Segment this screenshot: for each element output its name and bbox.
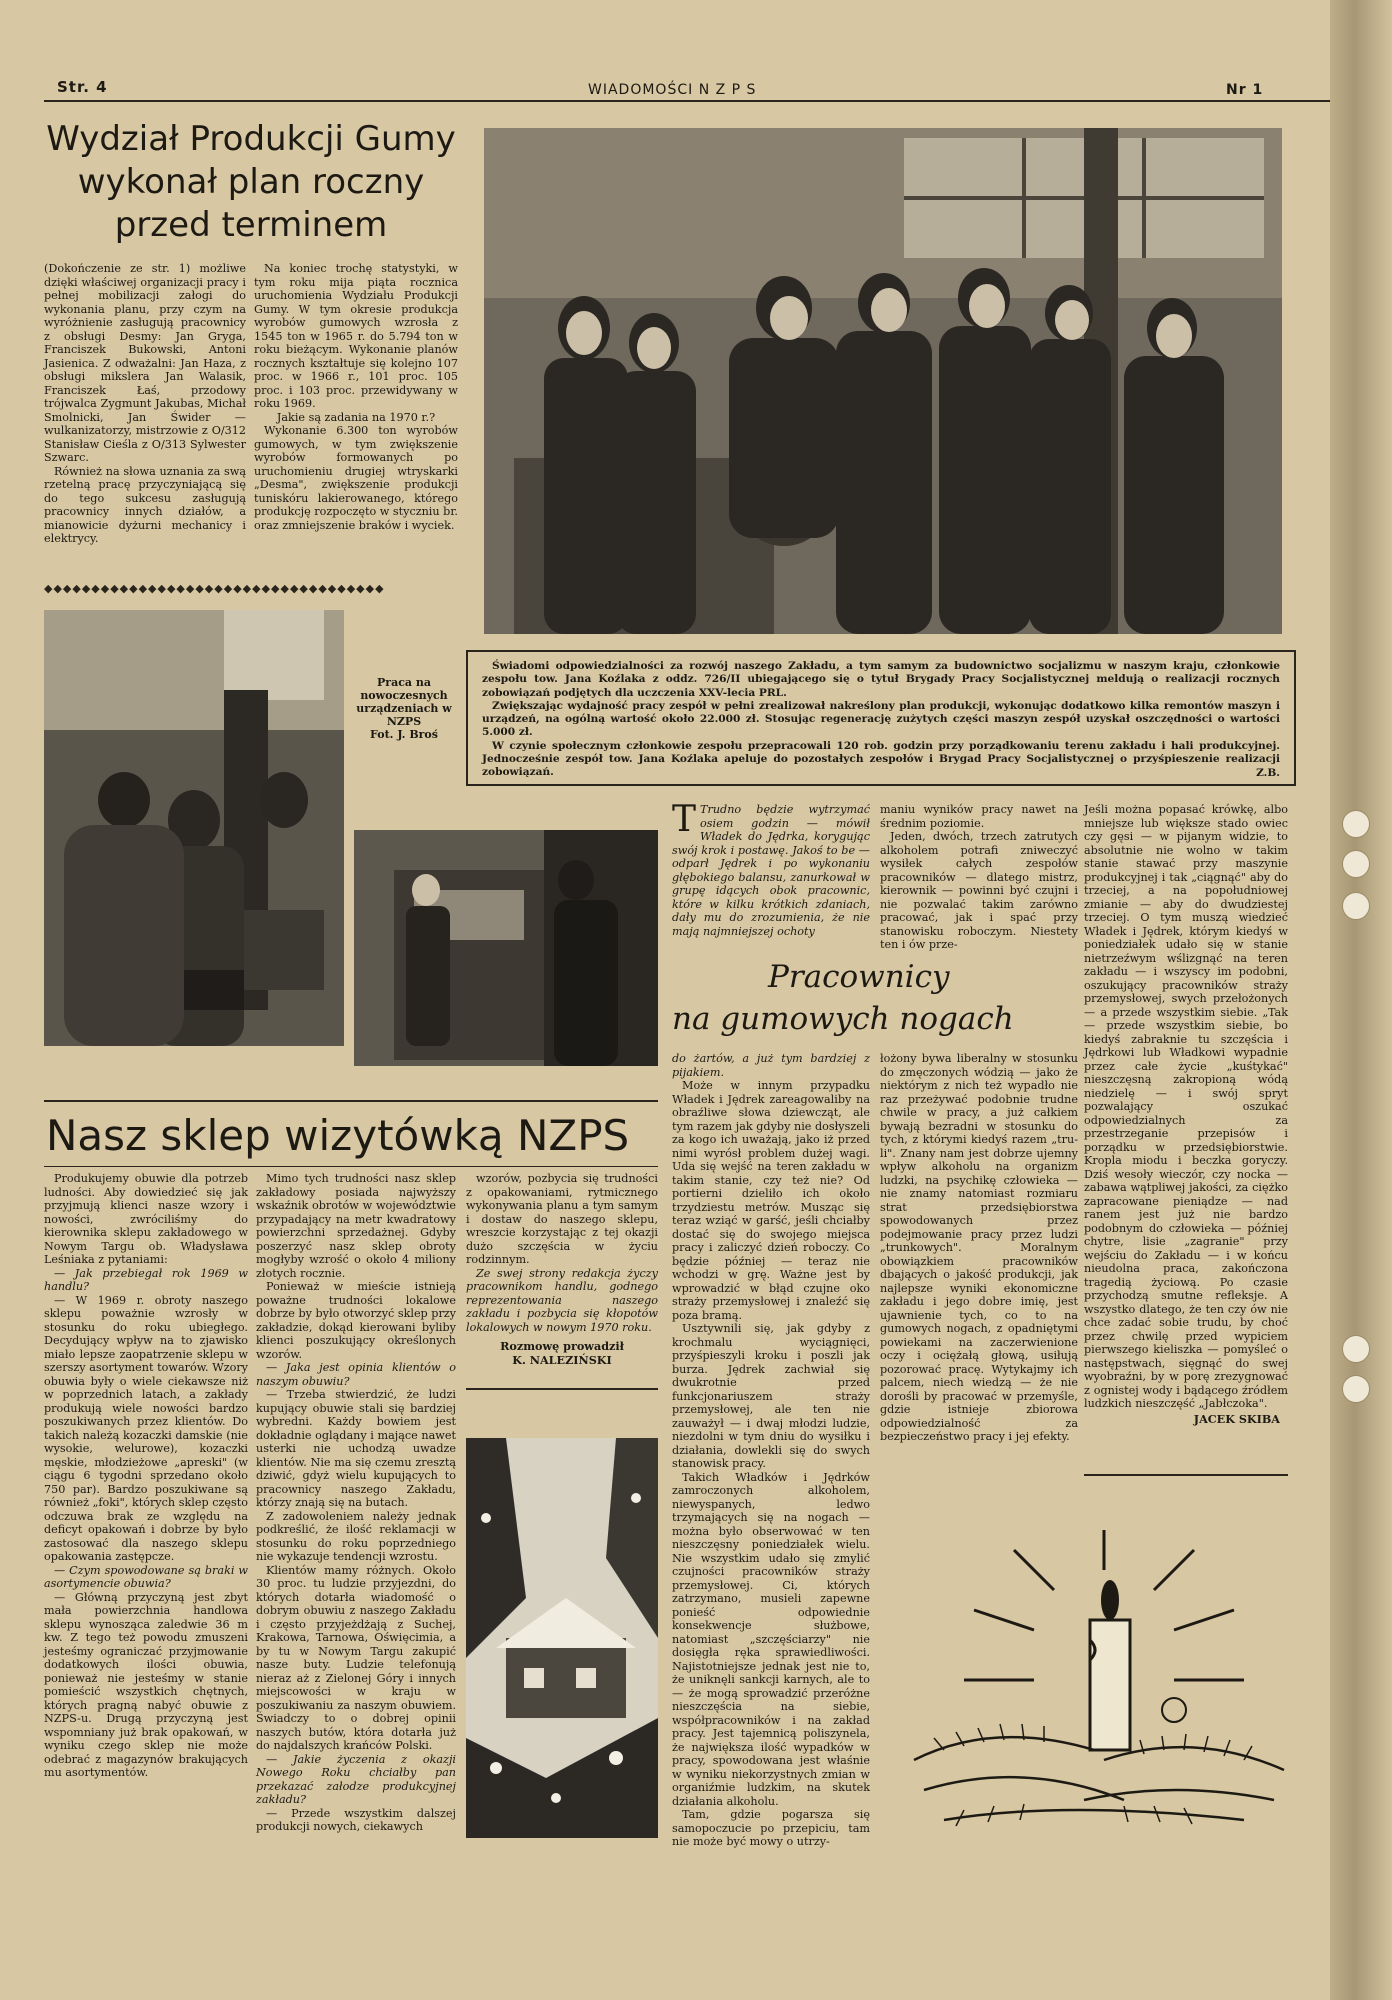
paragraph: Również na słowa uznania za swą rzetelną pracę przyczyniającą się do tego sukcesu zasługują pracownicy innych działów, a mianowicie dyżurni mechanicy i elektrycy.: [44, 464, 246, 545]
paragraph: do żartów, a już tym bardziej z pijakiem.: [672, 1052, 870, 1079]
paragraph: Ponieważ w mieście istnieją poważne trudności lokalowe dobrze by było otworzyć sklep przy zakładzie, dokąd kierowani byliby klienci poszukujący określonych wzorów.: [256, 1280, 457, 1361]
dots-divider-icon: ◆◆◆◆◆◆◆◆◆◆◆◆◆◆◆◆◆◆◆◆◆◆◆◆◆◆◆◆◆◆◆◆◆◆◆◆: [44, 582, 385, 595]
drop-cap: T: [672, 799, 697, 840]
byline-label: Rozmowę prowadził: [500, 1339, 624, 1353]
paragraph: Na koniec trochę statystyki, w tym roku mija piąta rocznica uruchomienia Wydziału Produkcji Gumy. W tym okresie produkcja wyrobów gumowych wzrosła z 1545 ton w 1965 r. do 5.794 ton w roku bieżącym. Wykonanie planów rocznych kształtuje się kolejno 107 proc. w 1966 r., 101 proc. 105 proc. i 103 proc. przewidywany w roku 1969.: [254, 262, 458, 410]
signature: Z.B.: [1256, 766, 1280, 779]
headline-line: przed terminem: [114, 205, 388, 245]
paragraph: Tam, gdzie pogarsza się samopoczucie po przepiciu, tam nie może być mowy o utrzy-: [672, 1808, 870, 1848]
paragraph: Jakie są zadania na 1970 r.?: [276, 410, 436, 424]
paragraph: (Dokończenie ze str. 1) możliwe dzięki właściwej organizacji pracy i pełnej mobilizacji załogi do wykonania planu, przy czym na wyróżnienie zasługują pracownicy z obsługi Desmy: Jan Gryga, Franciszek Bukowski, Antoni Jasienica. Z odważalni: Jan Haza, z obsługi mikslera Jan Walasik, Franciszek Łaś, przodowy trójwalca Zygmunt Jakubas, Michał Smolnicki, Jan Świder — wulkanizatorzy, mistrzowie z O/312 Stanisław Cieśla z O/313 Sylwester Szwarc.: [44, 262, 246, 464]
paragraph: W czynie społecznym członkowie zespołu przepracowali 120 rob. godzin przy porządkowaniu terenu zakładu i hali produkcyjnej. Jednocześnie zespół tow. Jana Koźlaka apeluje do pozostałych zespołów i Brygad Pracy Socjalistycznej o przyśpieszenie realizacji zobowiązań.: [482, 739, 1280, 779]
headline-line: Pracownicy: [768, 959, 950, 995]
paragraph: maniu wyników pracy nawet na średnim poziomie.: [880, 803, 1078, 830]
paragraph: Takich Władków i Jędrków zamroczonych alkoholem, niewyspanych, ledwo trzymających się na nogach — można było obserwować w ten nieszczęsny poniedziałek wielu. Nie wszystkim udało się zmylić czujności pracowników straży przemysłowej. Ci, których zatrzymano, musieli zapewne ponieść odpowiednie konsekwencje służbowe, natomiast „szczęściarzy" nie dosięgła ręka sprawiedliwości. Najistotniejsze jednak jest nie to, że uniknęli sankcji karnych, ale to — że mogą sprowadzić przeróżne nieszczęścia na siebie, współpracowników i na zakład pracy. Jest tajemnicą poliszynela, że największa ilość wypadków w pracy, spowodowana jest właśnie w wyniku niekorzystnych zmian w organiźmie ludzkim, na skutek działania alkoholu.: [672, 1470, 870, 1808]
article2-col3: [466, 1172, 658, 1367]
section-rule: [1084, 1474, 1288, 1476]
paragraph: Ze swej strony redakcja życzy pracownikom handlu, godnego reprezentowania naszego zakładu i pozbycia się kłopotów lokalowych w nowym 1970 roku.: [466, 1266, 658, 1334]
paragraph: Wykonanie 6.300 ton wyrobów gumowych, w tym zwiększenie wyrobów formowanych po uruchomieniu drugiej wtryskarki „Desma", zwiększenie produkcji tuniskóru lakierowanego, którego produkcję rozpoczęto w styczniu br. oraz zmniejszenie braków i wyciek.: [254, 424, 458, 532]
paragraph: Jeśli można popasać krówkę, albo mniejsze lub większe stado owiec czy gęsi — w pijanym widzie, to absolutnie nie wolno w takim stanie stawać przy maszynie produkcyjnej i tak „ciągnąć" aby do trzeciej, a na popołudniowej zmianie — aby do dwudziestej trzeciej. O tym muszą wiedzieć Władek i Jędrek, którym kiedyś w poniedziałek udało się w stanie nietrzeźwym wślizgnąć na teren zakładu — i wszyscy im podobni, oszukujący pracowników straży przemysłowej, swych przełożonych — a przede wszystkim siebie. „Tak — przede wszystkim siebie, bo kiedyś zabraknie tu szczęścia i Jędrkowi lub Władkowi wypadnie przez całe życie „kuśtykać" nieszczęsną zakropioną wódą niedzielę — i swój spryt pozwalający oszukać odpowiedzialnych za przestrzeganie przepisów i porządku w przedsiębiorstwie. Kropla miodu i beczka goryczy. Dziś wesoły wieczór, czy nocka — zabawa wątpliwej jakości, za ciężko zapracowane pieniądze — nad ranem jest już nie bardzo podobnym do człowieka — później chytre, lisie „zagranie" przy wejściu do Zakładu — i w końcu nieudolna praca, zakończona tragedią życiową. Po czasie przychodzą smutne refleksje. A wszystko dlatego, że ten czy ów nie chce zadać sobie trudu, by choć przez chwilę przed wypiciem pierwszego kieliszka — pomyśleć o następstwach, sięgnąć do swej wyobraźni, by w porę zrezygnować z ognistej wody i bądącego źródłem ludzkich nieszczęść „Jabłczoka".: [1084, 803, 1288, 1410]
page-number: Str. 4: [57, 78, 108, 96]
paragraph: Zwiększając wydajność pracy zespół w pełni zrealizował nakreślony plan produkcji, wykonując dodatkowo kilka remontów maszyn i urządzeń, na ogólną wartość około 22.000 zł. Stosując regenerację zużytych części maszyn zespół uzyskał oszczędności o wartości 5.000 zł.: [482, 699, 1280, 739]
article3-headline: [672, 956, 1072, 1040]
paragraph: Może w innym przypadku Władek i Jędrek zareagowaliby na obraźliwe słowa dziewcząt, ale tym razem jak gdyby nie dosłyszeli za kogo ich uważają, jako iż przed nimi wyrósł problem dużej wagi. Uda się wejść na teren zakładu w takim stanie, czy też nie? Od portierni dzieliło ich około trzydziestu metrów. Musząc się teraz wziąć w garść, jeśli chciałby dostać się do swojego miejsca pracy i zaliczyć dzień roboczy. Co będzie później — teraz nie wchodzi w grę. Ważne jest by wprowadzić w błąd czujne oko straży przemysłowej i znaleźć się poza bramą.: [672, 1079, 870, 1322]
paragraph: Mimo tych trudności nasz sklep zakładowy posiada najwyższy wskaźnik obrotów w województwie przypadający na metr kwadratowy powierzchni sprzedażnej. Gdyby poszerzyć nasz sklep obroty mogłyby wzrość o około 4 miliony złotych rocznie.: [256, 1172, 456, 1280]
issue-number: Nr 1: [1226, 82, 1264, 98]
intro-text: Trudno będzie wytrzymać osiem godzin — mówił Władek do Jędrka, korygując swój krok i postawę. Jakoś to be — odparł Jędrek i po wykonaniu głębokiego balansu, zanurkował w grupę idących obok pracownic, które w kilku krótkich zdaniach, dały mu do zrozumienia, że nie mają najmniejszej ochoty: [672, 803, 870, 938]
paragraph: — Przede wszystkim dalszej produkcji nowych, ciekawych: [256, 1806, 456, 1833]
article2-col1: [44, 1172, 248, 1780]
factory-photo: [354, 830, 658, 1066]
question: — Jaka jest opinia klientów o naszym obuwiu?: [256, 1361, 456, 1388]
page-edge: [1330, 0, 1392, 2000]
article2-headline: Nasz sklep wizytówką NZPS: [46, 1111, 630, 1160]
binder-hole-icon: [1342, 892, 1370, 920]
question: — Jakie życzenia z okazji Nowego Roku chciałby pan przekazać załodze produkcyjnej zakładu?: [256, 1752, 456, 1806]
section-rule: [44, 1100, 658, 1102]
paragraph: wzorów, pozbycia się trudności z opakowaniami, rytmicznego wykonywania planu a tym samym i dostaw do naszego sklepu, wreszcie korzystając z tej okazji dużo szczęścia w życiu rodzinnym.: [466, 1172, 658, 1266]
question: — Jak przebiegał rok 1969 w handlu?: [44, 1266, 248, 1293]
photo-credit: Fot. J. Broś: [370, 728, 438, 741]
paragraph: — Trzeba stwierdzić, że ludzi kupujący obuwie stali się bardziej wybredni. Każdy bowiem jest dokładnie oglądany i mające nawet usterki nie uchodzą uwadze klientów. Nie ma się czemu zresztą dziwić, gdyż wielu kupujących to pracownicy naszego Zakładu, którzy znają się na butach.: [256, 1388, 456, 1509]
paragraph: — W 1969 r. obroty naszego sklepu poważnie wzrosły w stosunku do roku ubiegłego. Decydujący wpływ na to zjawisko miało lepsze zaopatrzenie sklepu w szerszy asortyment towarów. Wzory obuwia były o wiele ciekawsze niż w poprzednich latach, a zakłady produkują wiele nowości bardzo poszukiwanych przez klientów. Do takich należą kozaczki damskie (nie wysokie, welurowe), kozaczki męskie, młodzieżowe „apreski" (w ciągu 6 tygodni sprzedano około 750 par). Bardzo poszukiwane są również „foki", których sklep często odczuwa brak ze względu na deficyt opakowań i dobrze by było zastosować dla naszego sklepu opakowania zastępcze.: [44, 1293, 248, 1563]
paragraph: łożony bywa liberalny w stosunku do zmęczonych wódzią — jako że niektórym z nich też wypadło nie raz przeżywać podobnie trudne chwile w pracy, a już całkiem bywają bezradni w stosunku do tych, z którymi kiedyś razem „tru-li". Znany nam jest dobrze ujemny wpływ alkoholu na organizm ludzki, na psychikę człowieka — nie znamy natomiast rozmiaru strat przedsiębiorstwa spowodowanych przez podejmowanie pracy przez ludzi „trunkowych". Moralnym obowiązkiem pracowników dbających o jakość produkcji, jak najlepsze wyniki ekonomiczne zakładu i jego dobre imię, jest ujawnienie tych, co to na gumowych nogach, z opadniętymi powiekami na zaczerwienione oczy i ociężałą głową, usiłują pozorować pracę. Wytykajmy ich palcem, niech wiedzą — że nie dorośli by pracować w przemyśle, gdzie istnieje zbiorowa odpowiedzialność za bezpieczeństwo pracy i jej efekty.: [880, 1052, 1078, 1443]
paragraph: Jeden, dwóch, trzech zatrutych alkoholem potrafi zniweczyć wysiłek całych zespołów pracowników — dlatego mistrz, kierownik — powinni być czujni i nie pozwalać takim zarówno pracować, jak i spać przy stanowisku roboczym. Niestety ten i ów prze-: [880, 830, 1078, 951]
article2-col2: [256, 1172, 456, 1834]
masthead: WIADOMOŚCI N Z P S: [588, 82, 757, 98]
paragraph: Świadomi odpowiedzialności za rozwój naszego Zakładu, a tym samym za budownictwo socjalizmu w naszym kraju, członkowie zespołu tow. Jana Koźlaka z oddz. 726/II ubiegającego się o tytuł Brygady Pracy Socjalistycznej meldują o realizacji rocznych zobowiązań podjętych dla uczczenia XXV-lecia PRL.: [482, 660, 1280, 699]
binder-hole-icon: [1342, 1375, 1370, 1403]
winter-photo: [466, 1438, 658, 1838]
article3-col2-top: [880, 803, 1078, 952]
paragraph: Klientów mamy różnych. Około 30 proc. tu ludzie przyjezdni, do których dotarła wiadomość o dobrym obuwiu z naszego Zakładu i często przyjeżdżają z Suchej, Krakowa, Tarnowa, Oświęcimia, a by tu w Nowym Targu zakupić nasze buty. Ludzie telefonują nieraz aż z Zielonej Góry i innych miejscowości w kraju w poszukiwaniu za naszym obuwiem. Świadczy to o dobrej opinii naszych butów, która dotarła już do najdalszych krańców Polski.: [256, 1563, 456, 1752]
photo-caption: [352, 676, 456, 741]
article3-col2: [880, 1052, 1078, 1444]
paragraph: Usztywnili się, jak gdyby z krochmalu wyciągnięci, przyśpieszyli kroku i poszli jak burza. Jędrek zachwiał się dwukrotnie przed funkcjonariuszem straży przemysłowej, ale ten nie zauważył — i dwaj młodzi ludzie, niezdolni w tym dniu do wysiłku i działania, dowlekli się do swych stanowisk pracy.: [672, 1322, 870, 1470]
binder-hole-icon: [1342, 850, 1370, 878]
section-rule: [466, 1388, 658, 1390]
article3-intro: [672, 799, 870, 938]
author-name: JACEK SKIBA: [1193, 1411, 1280, 1426]
headline-line: Wydział Produkcji Gumy: [46, 119, 456, 159]
article1-headline: [44, 118, 458, 247]
headline-line: na gumowych nogach: [672, 1001, 1014, 1037]
brigade-report-box: [466, 650, 1296, 786]
header-rule: [44, 100, 1330, 102]
article3-col3: [1084, 803, 1288, 1426]
paragraph: [672, 799, 870, 938]
article1-col2: [254, 262, 458, 532]
binder-hole-icon: [1342, 1335, 1370, 1363]
group-photo: [484, 128, 1282, 634]
section-rule: [44, 1166, 658, 1167]
article1-col1: [44, 262, 246, 546]
byline-name: K. NALEZIŃSKI: [512, 1352, 612, 1367]
article3-col1: [672, 1052, 870, 1849]
paragraph: Produkujemy obuwie dla potrzeb ludności. Aby dowiedzieć się jak przyjmują klienci nasze wzory i nowości, zwróciliśmy do kierownika sklepu zakładowego w Nowym Targu ob. Władysława Leśniaka z pytaniami:: [44, 1172, 248, 1266]
caption-text: Praca na nowoczesnych urządzeniach w NZPS: [356, 676, 452, 728]
candle-icon: [904, 1510, 1288, 1840]
binder-hole-icon: [1342, 810, 1370, 838]
headline-line: wykonał plan roczny: [77, 162, 425, 202]
paragraph: — Główną przyczyną jest zbyt mała powierzchnia handlowa sklepu wynosząca zaledwie 36 m kw. Z tego też powodu zmuszeni jesteśmy ograniczać przyjmowanie dodatkowych ilości obuwia, ponieważ nie jesteśmy w stanie pomieścić wszystkich chętnych, których pragną nabyć obuwie z NZPS-u. Drugą przyczyną jest wspomniany już brak opakowań, w wyniku czego sklep nie może odebrać z magazynów brakujących mu asortymentów.: [44, 1590, 248, 1779]
question: — Czym spowodowane są braki w asortymencie obuwia?: [44, 1563, 248, 1590]
paragraph: Z zadowoleniem należy jednak podkreślić, że ilość reklamacji w stosunku do roku poprzedniego nie wykazuje tendencji wzrostu.: [256, 1509, 456, 1563]
machine-photo: [44, 610, 344, 1046]
